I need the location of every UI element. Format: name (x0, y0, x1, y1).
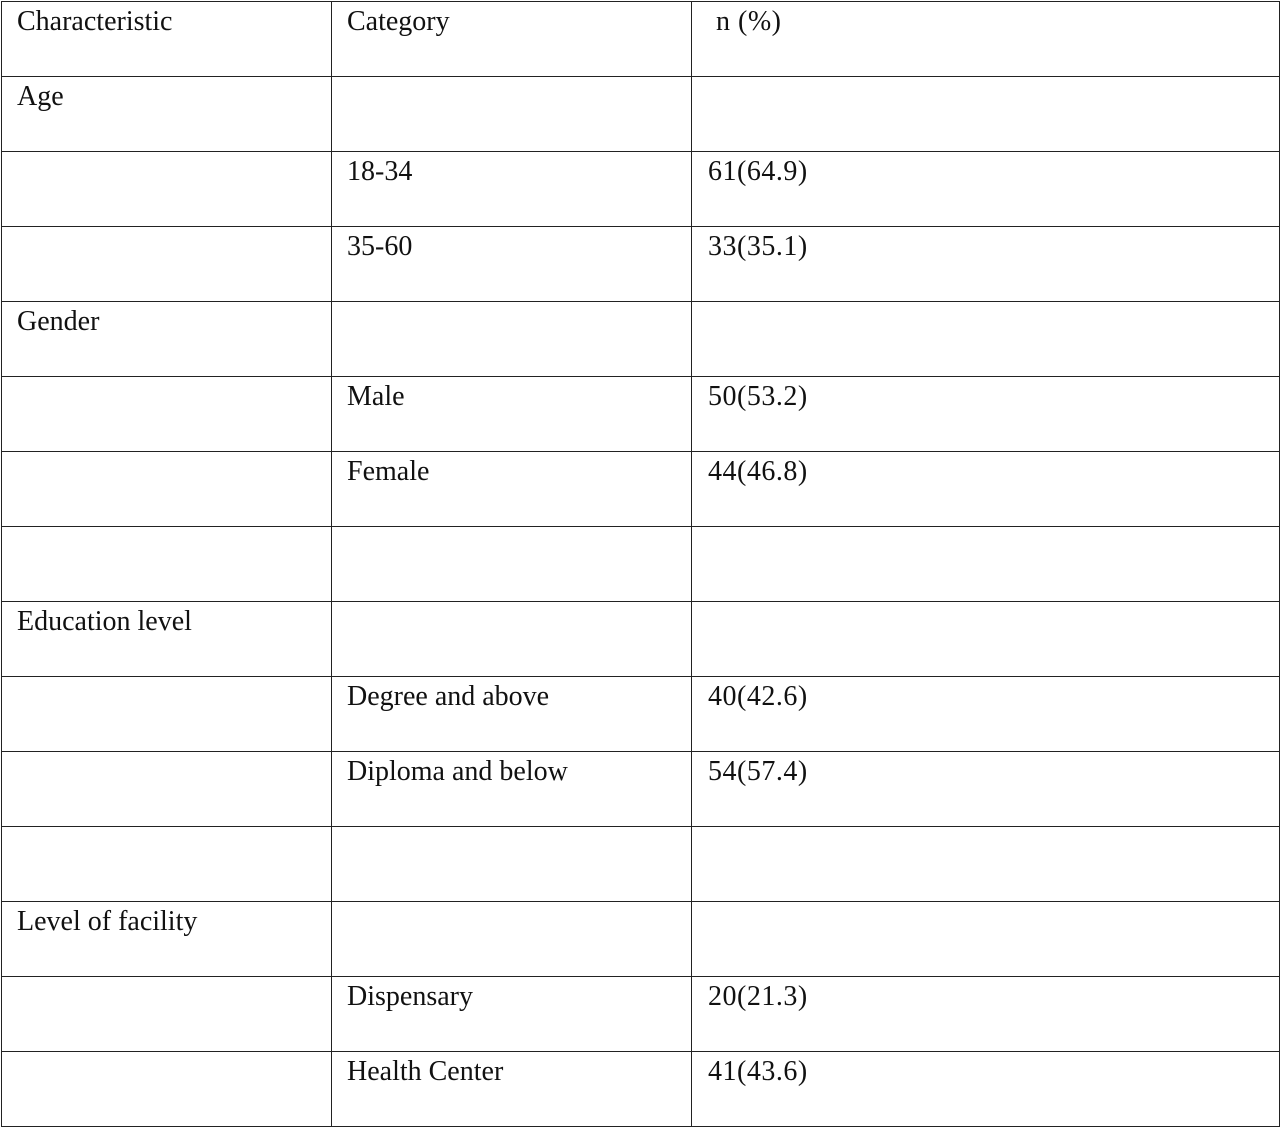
table-row (2, 527, 1280, 602)
table-row (2, 152, 1280, 227)
value-cell (692, 302, 1280, 377)
category-cell (332, 302, 692, 377)
header-category: Category (332, 2, 692, 77)
table-header-row (2, 2, 1280, 77)
value-cell: 20(21.3) (692, 977, 1280, 1052)
category-cell: Female (332, 452, 692, 527)
table-row (2, 452, 1280, 527)
characteristic-cell (2, 1052, 332, 1127)
category-cell (332, 827, 692, 902)
category-cell (332, 602, 692, 677)
value-cell: 61(64.9) (692, 152, 1280, 227)
characteristic-cell: Age (2, 77, 332, 152)
category-cell: 18-34 (332, 152, 692, 227)
table-row (2, 302, 1280, 377)
value-cell (692, 827, 1280, 902)
characteristic-cell (2, 152, 332, 227)
characteristic-cell (2, 227, 332, 302)
category-cell: 35-60 (332, 227, 692, 302)
value-cell (692, 902, 1280, 977)
category-cell: Diploma and below (332, 752, 692, 827)
table-row (2, 827, 1280, 902)
value-cell: 44(46.8) (692, 452, 1280, 527)
value-cell (692, 602, 1280, 677)
category-cell: Degree and above (332, 677, 692, 752)
table-row (2, 902, 1280, 977)
characteristics-table (1, 1, 1280, 1127)
characteristic-cell (2, 752, 332, 827)
table-row (2, 602, 1280, 677)
characteristic-cell (2, 977, 332, 1052)
value-cell: 40(42.6) (692, 677, 1280, 752)
value-cell: 54(57.4) (692, 752, 1280, 827)
category-cell (332, 77, 692, 152)
category-cell (332, 902, 692, 977)
table-row (2, 752, 1280, 827)
characteristic-cell (2, 677, 332, 752)
table-row (2, 977, 1280, 1052)
category-cell: Health Center (332, 1052, 692, 1127)
characteristic-cell: Level of facility (2, 902, 332, 977)
table-row (2, 677, 1280, 752)
characteristic-cell (2, 827, 332, 902)
characteristic-cell: Education level (2, 602, 332, 677)
category-cell: Dispensary (332, 977, 692, 1052)
table-row (2, 77, 1280, 152)
header-characteristic: Characteristic (2, 2, 332, 77)
table-row (2, 377, 1280, 452)
value-cell: 33(35.1) (692, 227, 1280, 302)
characteristic-cell (2, 452, 332, 527)
characteristic-cell (2, 377, 332, 452)
category-cell (332, 527, 692, 602)
characteristic-cell: Gender (2, 302, 332, 377)
value-cell (692, 527, 1280, 602)
table-row (2, 227, 1280, 302)
value-cell (692, 77, 1280, 152)
category-cell: Male (332, 377, 692, 452)
value-cell: 41(43.6) (692, 1052, 1280, 1127)
table-row (2, 1052, 1280, 1127)
characteristic-cell (2, 527, 332, 602)
value-cell: 50(53.2) (692, 377, 1280, 452)
header-n-percent: n (%) (692, 2, 1280, 77)
